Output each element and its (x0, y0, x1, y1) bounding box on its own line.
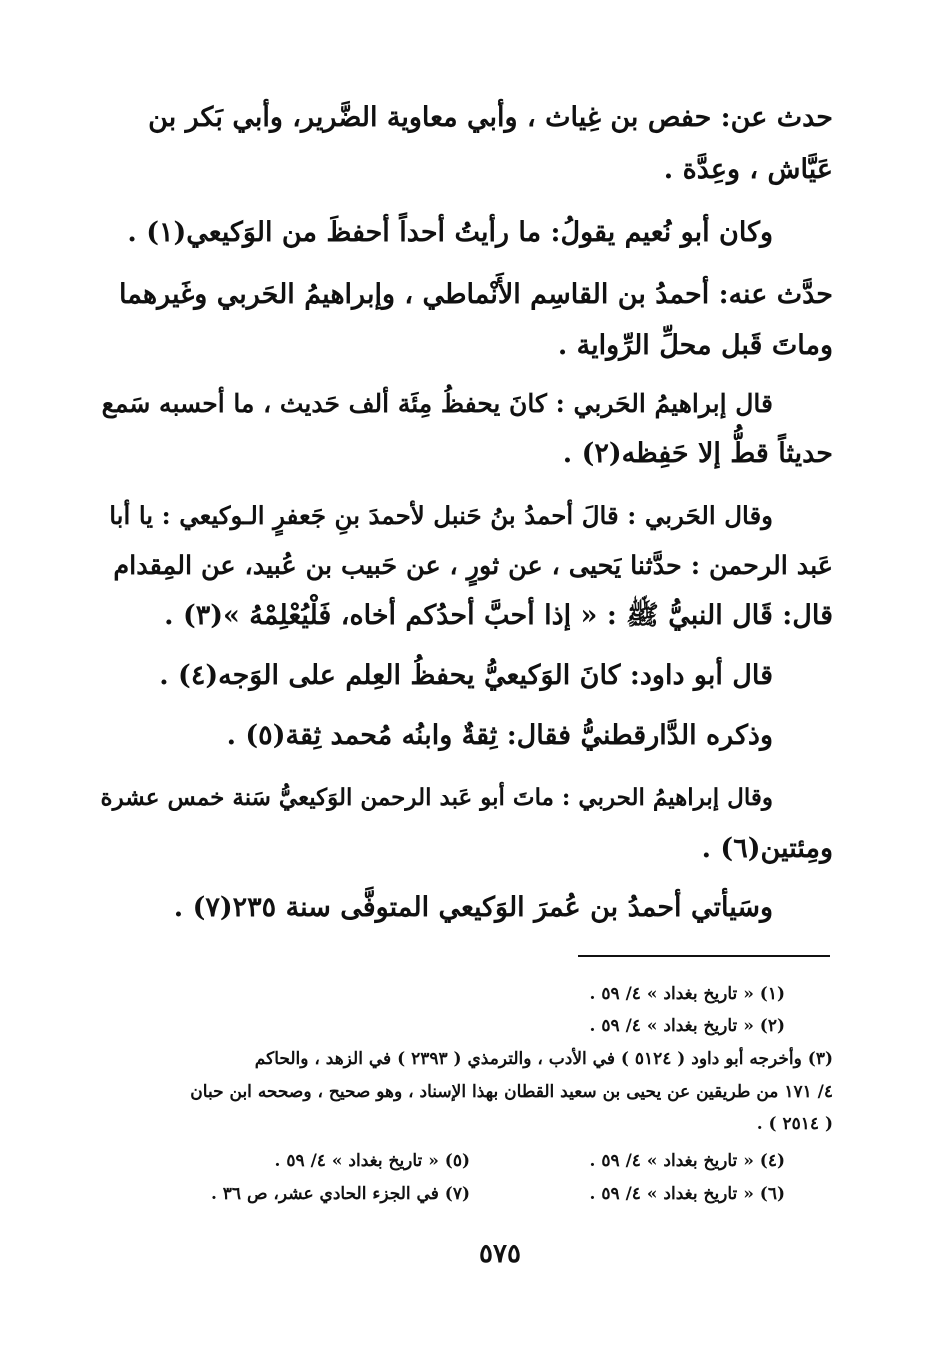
text-line-2: عَيَّاش ، وعِدَّة . (663, 154, 833, 185)
text-line-6: قال إبراهيمُ الحَربي : كانَ يحفظُ مِئَة ألف حَديث ، ما أحسبه سَمع (101, 389, 773, 418)
footnote-6: (٦) « تاريخ بغداد » ٤/ ٥٩ . (589, 1184, 785, 1204)
text-line-3: وكان أبو نُعيم يقولُ: ما رأيتُ أحداً أحفظَ من الوَكيعي(١) . (127, 217, 773, 248)
text-line-5: وماتَ قَبل محلِّ الرِّواية . (557, 330, 833, 361)
text-line-8: وقال الحَربي : قالَ أحمدُ بنُ حَنبل لأحمدَ بنِ جَعفرٍ الـوكيعي : يا أبا (109, 501, 773, 530)
text-line-10: قال: قَال النبيُّ ﷺ : « إذا أحبَّ أحدُكم أخاه، فَلْيُعْلِمْهُ »(٣) . (164, 600, 833, 631)
footnote-1: (١) « تاريخ بغداد » ٤/ ٥٩ . (589, 984, 785, 1004)
text-line-11: قال أبو داود: كانَ الوَكيعيُّ يحفظُ العِلم على الوَجه(٤) . (159, 660, 773, 691)
text-line-14: ومِئتين(٦) . (701, 833, 833, 864)
text-line-15: وسَيأتي أحمدُ بن عُمرَ الوَكيعي المتوفَّى سنة ٢٣٥(٧) . (173, 892, 773, 923)
page-number: ٥٧٥ (479, 1239, 521, 1269)
footnote-4: (٤) « تاريخ بغداد » ٤/ ٥٩ . (589, 1151, 785, 1171)
footnote-5: (٥) « تاريخ بغداد » ٤/ ٥٩ . (274, 1151, 470, 1171)
text-line-7: حديثاً قطُّ إلا حَفِظه(٢) . (562, 438, 833, 469)
text-line-4: حدَّث عنه: أحمدُ بن القاسِم الأَنْماطي ، وإبراهيمُ الحَربي وغَيرهما (119, 279, 833, 310)
text-line-1: حدث عن: حفص بن غِياث ، وأبي معاوية الضَّرير، وأبي بَكر بن (148, 102, 833, 133)
footnote-2: (٢) « تاريخ بغداد » ٤/ ٥٩ . (589, 1016, 785, 1036)
footnote-separator (578, 955, 830, 957)
text-line-9: عَبد الرحمن : حدَّثنا يَحيى ، عن ثورٍ ، عن حَبيب بن عُبيد، عن المِقدام (113, 551, 833, 581)
footnote-3-line-2: ٤/ ١٧١ من طريقين عن يحيى بن سعيد القطان بهذا الإسناد ، وهو صحيح ، وصححه ابن حبان (190, 1082, 833, 1102)
text-line-13: وقال إبراهيمُ الحربي : ماتَ أبو عَبد الرحمن الوَكيعيُّ سَنة خمس عشرة (100, 784, 773, 811)
footnote-7: (٧) في الجزء الحادي عشر، ص ٣٦ . (210, 1184, 470, 1204)
footnote-3-line-1: (٣) وأخرجه أبو داود ( ٥١٢٤ ) في الأدب ، والترمذي ( ٢٣٩٣ ) في الزهد ، والحاكم (254, 1049, 833, 1069)
footnote-3-line-3: ( ٢٥١٤ ) . (756, 1114, 833, 1134)
text-line-12: وذكره الدَّارقطنيُّ فقال: ثِقةٌ وابنُه مُحمد ثِقة(٥) . (226, 720, 773, 751)
